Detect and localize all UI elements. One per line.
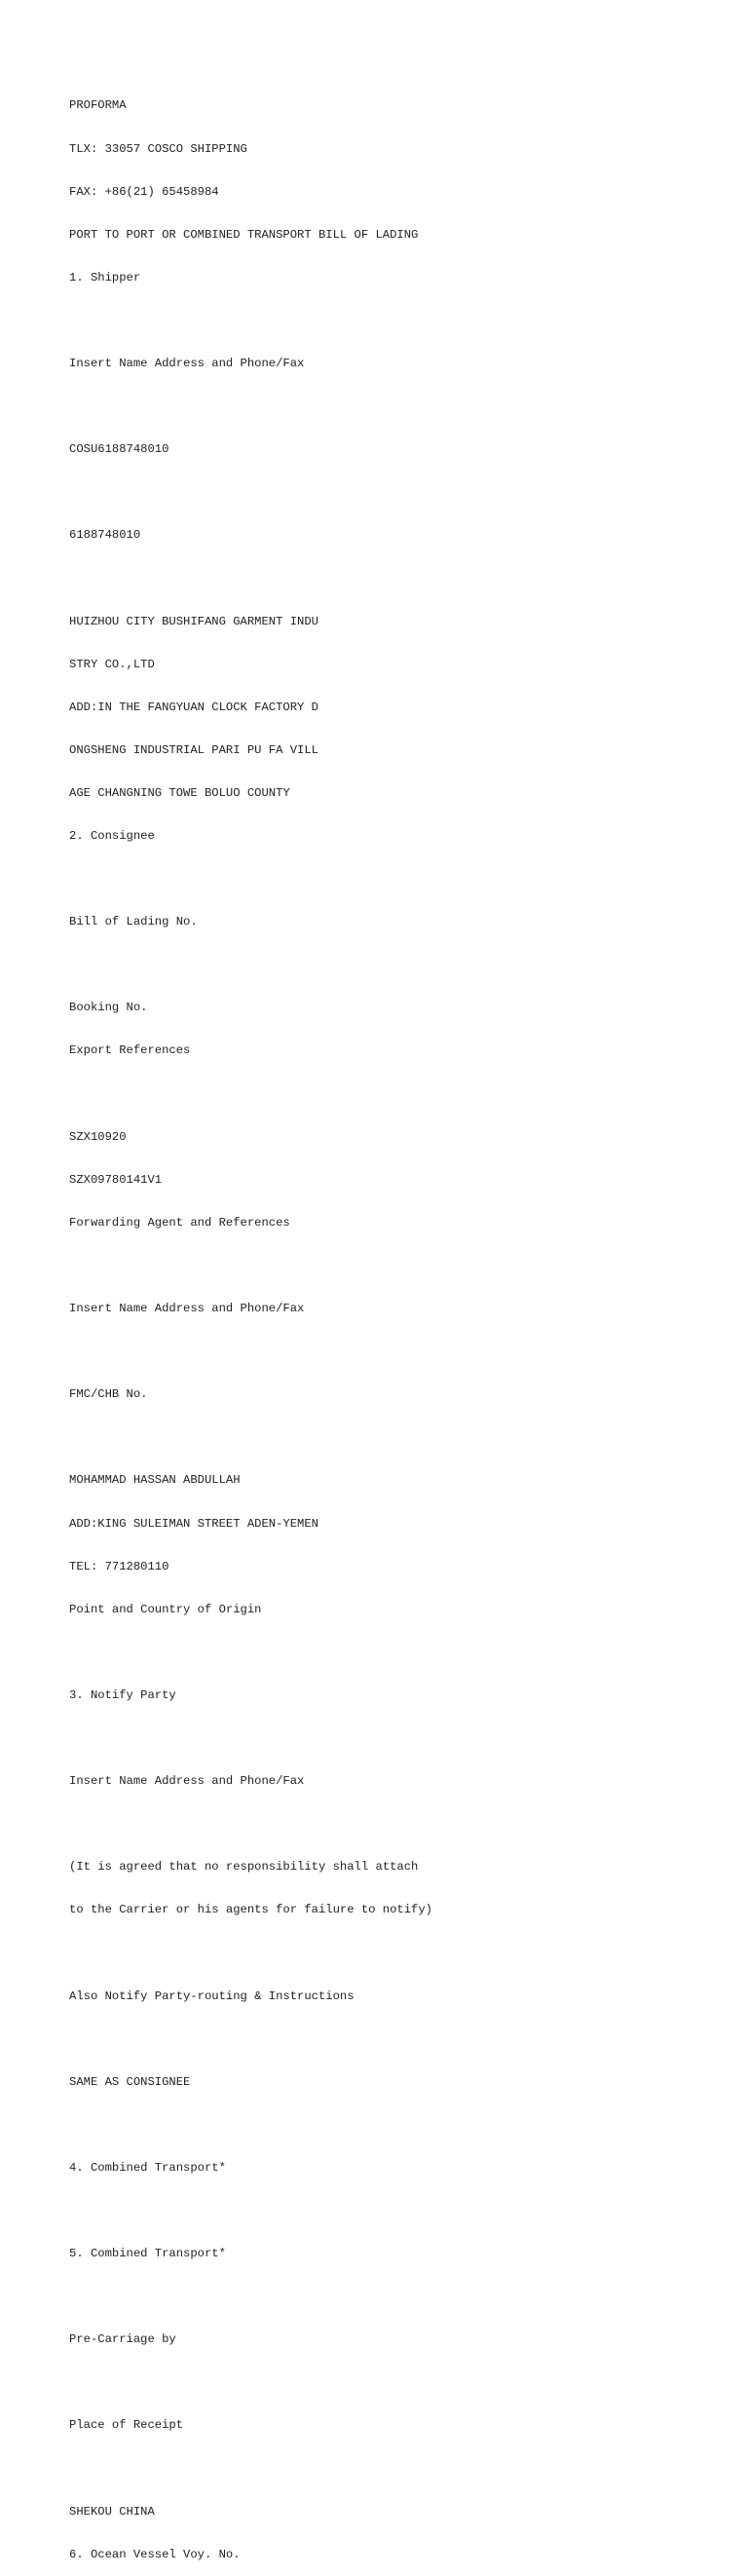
fax-line: FAX: +86(21) 65458984 <box>69 184 219 199</box>
shipper-address-line: HUIZHOU CITY BUSHIFANG GARMENT INDU <box>69 614 318 628</box>
spacer <box>69 1731 731 1746</box>
spacer <box>69 1430 731 1445</box>
spacer <box>69 2375 731 2390</box>
spacer <box>69 1345 731 1359</box>
place-of-receipt-value: SHEKOU CHINA <box>69 2504 155 2519</box>
export-reference: SZX10920 <box>69 1129 127 1144</box>
spacer <box>69 2032 731 2047</box>
spacer <box>69 2204 731 2218</box>
reference-number: 6188748010 <box>69 528 141 543</box>
bill-of-lading-document <box>69 70 731 2576</box>
notify-instruction: Insert Name Address and Phone/Fax <box>69 1774 305 1789</box>
spacer <box>69 958 731 972</box>
spacer <box>69 872 731 887</box>
spacer <box>69 571 731 586</box>
document-title: PORT TO PORT OR COMBINED TRANSPORT BILL OF LADING <box>69 227 419 242</box>
proforma-label: PROFORMA <box>69 98 127 113</box>
ocean-vessel-label: 6. Ocean Vessel Voy. No. <box>69 2547 241 2561</box>
forwarding-agent-label: Forwarding Agent and References <box>69 1215 290 1230</box>
shipper-address-line: ADD:IN THE FANGYUAN CLOCK FACTORY D <box>69 700 318 714</box>
spacer <box>69 2118 731 2133</box>
export-reference: SZX09780141V1 <box>69 1172 163 1187</box>
container-reference: COSU6188748010 <box>69 442 169 457</box>
shipper-instruction: Insert Name Address and Phone/Fax <box>69 356 305 370</box>
spacer <box>69 1087 731 1102</box>
notify-party-heading: 3. Notify Party <box>69 1687 176 1702</box>
consignee-address-line: TEL: 771280110 <box>69 1559 169 1573</box>
spacer <box>69 314 731 328</box>
notify-disclaimer-line: (It is agreed that no responsibility shall attach <box>69 1860 419 1875</box>
shipper-heading: 1. Shipper <box>69 270 141 284</box>
spacer <box>69 2290 731 2304</box>
spacer <box>69 1817 731 1832</box>
origin-label: Point and Country of Origin <box>69 1602 262 1616</box>
combined-transport-4: 4. Combined Transport* <box>69 2160 226 2175</box>
place-of-receipt-label: Place of Receipt <box>69 2418 184 2433</box>
export-references-label: Export References <box>69 1043 191 1058</box>
same-as-consignee: SAME AS CONSIGNEE <box>69 2074 191 2089</box>
spacer <box>69 485 731 500</box>
spacer <box>69 1646 731 1660</box>
spacer <box>69 1946 731 1960</box>
consignee-address-line: ADD:KING SULEIMAN STREET ADEN-YEMEN <box>69 1516 318 1531</box>
booking-label: Booking No. <box>69 1001 148 1015</box>
bill-of-lading-label: Bill of Lading No. <box>69 915 198 929</box>
consignee-address-line: MOHAMMAD HASSAN ABDULLAH <box>69 1473 241 1488</box>
notify-disclaimer-line: to the Carrier or his agents for failure to notify) <box>69 1903 432 1917</box>
fmc-chb-label: FMC/CHB No. <box>69 1387 148 1402</box>
shipper-address-line: AGE CHANGNING TOWE BOLUO COUNTY <box>69 785 290 800</box>
telex-line: TLX: 33057 COSCO SHIPPING <box>69 141 247 156</box>
combined-transport-5: 5. Combined Transport* <box>69 2247 226 2261</box>
spacer <box>69 1259 731 1273</box>
shipper-address-line: ONGSHENG INDUSTRIAL PARI PU FA VILL <box>69 742 318 757</box>
spacer <box>69 2462 731 2477</box>
pre-carriage-label: Pre-Carriage by <box>69 2332 176 2347</box>
consignee-heading: 2. Consignee <box>69 829 155 843</box>
also-notify-label: Also Notify Party-routing & Instructions <box>69 1989 355 2003</box>
spacer <box>69 399 731 414</box>
shipper-address-line: STRY CO.,LTD <box>69 657 155 671</box>
consignee-instruction: Insert Name Address and Phone/Fax <box>69 1302 305 1316</box>
